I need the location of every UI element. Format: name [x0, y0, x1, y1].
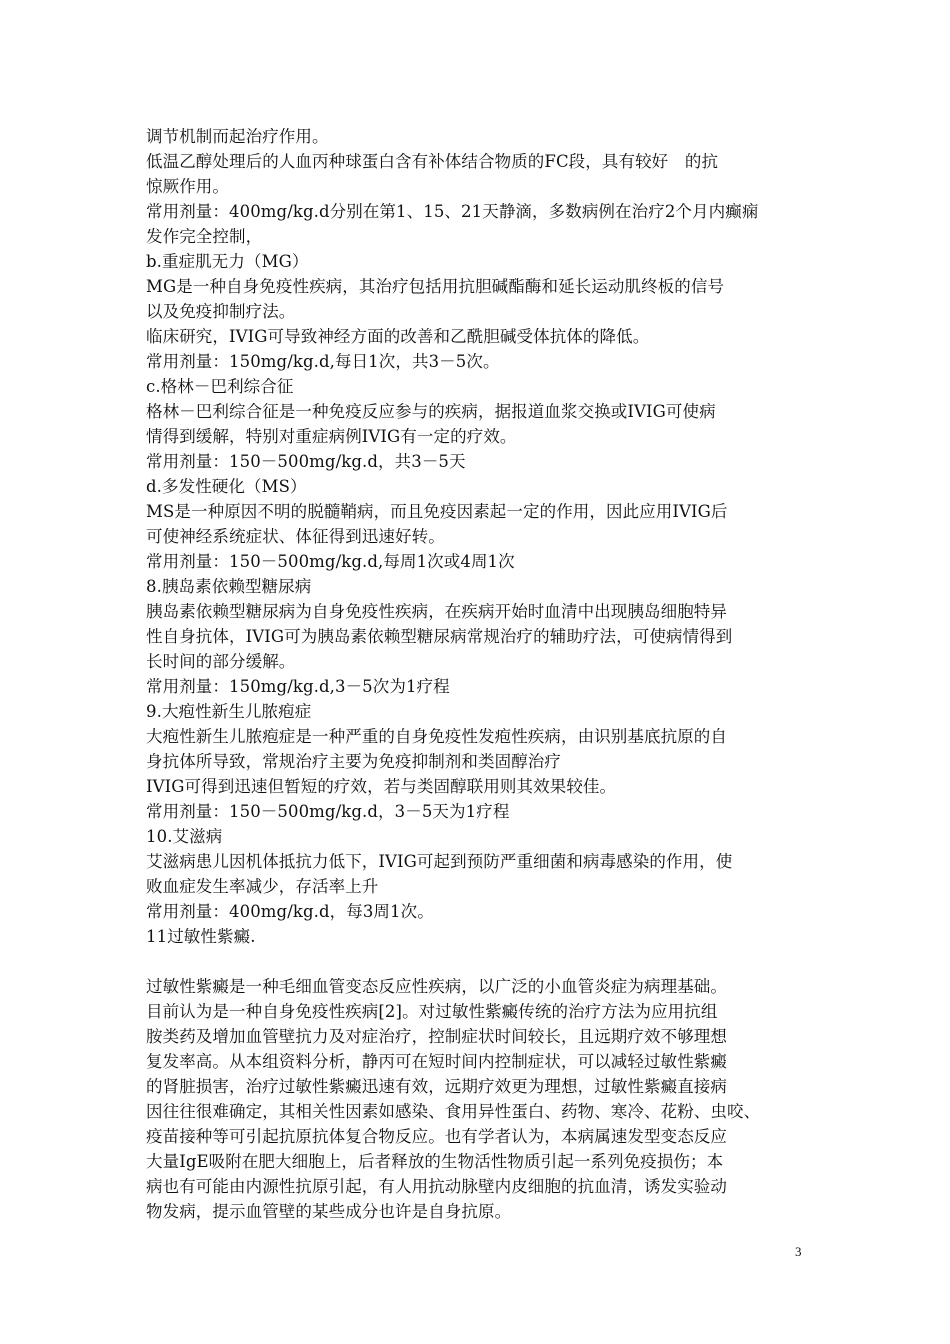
text-line: 临床研究，IVIG可导致神经方面的改善和乙酰胆碱受体抗体的降低。 — [146, 327, 650, 346]
text-line: 艾滋病患儿因机体抵抗力低下，IVIG可起到预防严重细菌和病毒感染的作用，使 — [146, 852, 733, 871]
text-line: d.多发性硬化（MS） — [146, 477, 307, 496]
text-line: 疫苗接种等可引起抗原抗体复合物反应。也有学者认为，本病属速发型变态反应 — [146, 1127, 727, 1146]
text-line: 因往往很难确定，其相关性因素如感染、食用异性蛋白、药物、寒冷、花粉、虫咬、 — [146, 1102, 761, 1121]
text-line: MG是一种自身免疫性疾病，其治疗包括用抗胆碱酯酶和延长运动肌终板的信号 — [146, 277, 725, 296]
text-line: 性自身抗体，IVIG可为胰岛素依赖型糖尿病常规治疗的辅助疗法，可使病情得到 — [146, 627, 733, 646]
text-line: 格林－巴利综合征是一种免疫反应参与的疾病，据报道血浆交换或IVIG可使病 — [146, 402, 716, 421]
text-line: 10.艾滋病 — [146, 827, 223, 846]
text-line: 物发病，提示血管壁的某些成分也许是自身抗原。 — [146, 1202, 512, 1221]
text-line: 复发率高。从本组资料分析，静丙可在短时间内控制症状，可以减轻过敏性紫癜 — [146, 1052, 727, 1071]
text-line: c.格林－巴利综合征 — [146, 377, 294, 396]
text-line: 常用剂量：400mg/kg.d，每3周1次。 — [146, 902, 434, 921]
text-line: 情得到缓解，特别对重症病例IVIG有一定的疗效。 — [146, 427, 517, 446]
text-line: 胰岛素依赖型糖尿病为自身免疫性疾病，在疾病开始时血清中出现胰岛细胞特异 — [146, 602, 727, 621]
text-line: 惊厥作用。 — [146, 177, 229, 196]
text-line: 常用剂量：150－500mg/kg.d,每周1次或4周1次 — [146, 552, 515, 571]
text-line: 常用剂量：150－500mg/kg.d，共3－5天 — [146, 452, 466, 471]
text-line: 大疱性新生儿脓疱症是一种严重的自身免疫性发疱性疾病，由识别基底抗原的自 — [146, 727, 727, 746]
text-line: 常用剂量：150mg/kg.d,3－5次为1疗程 — [146, 677, 450, 696]
text-line: 过敏性紫癜是一种毛细血管变态反应性疾病，以广泛的小血管炎症为病理基础。 — [146, 977, 727, 996]
page-number: 3 — [795, 1244, 802, 1259]
text-line: 长时间的部分缓解。 — [146, 652, 296, 671]
document-body — [146, 124, 810, 1224]
blank-line — [146, 949, 810, 974]
text-line: 身抗体所导致，常规治疗主要为免疫抑制剂和类固醇治疗 — [146, 752, 561, 771]
text-line: 大量IgE吸附在肥大细胞上，后者释放的生物活性物质引起一系列免疫损伤；本 — [146, 1152, 724, 1171]
text-line: IVIG可得到迅速但暂短的疗效，若与类固醇联用则其效果较佳。 — [146, 777, 617, 796]
text-line: 败血症发生率减少，存活率上升 — [146, 877, 379, 896]
text-line: 低温乙醇处理后的人血丙种球蛋白含有补体结合物质的FC段，具有较好 的抗 — [146, 152, 719, 171]
text-line: 以及免疫抑制疗法。 — [146, 302, 296, 321]
text-line: 常用剂量：150－500mg/kg.d，3－5天为1疗程 — [146, 802, 510, 821]
text-line: MS是一种原因不明的脱髓鞘病，而且免疫因素起一定的作用，因此应用IVIG后 — [146, 502, 728, 521]
text-line: 可使神经系统症状、体征得到迅速好转。 — [146, 527, 445, 546]
text-line: 11过敏性紫癜. — [146, 927, 256, 946]
text-line: b.重症肌无力（MG） — [146, 252, 309, 271]
text-line: 胺类药及增加血管壁抗力及对症治疗，控制症状时间较长，且远期疗效不够理想 — [146, 1027, 727, 1046]
text-line: 的肾脏损害，治疗过敏性紫癜迅速有效，远期疗效更为理想，过敏性紫癜直接病 — [146, 1077, 727, 1096]
text-line: 9.大疱性新生儿脓疱症 — [146, 702, 312, 721]
text-line: 常用剂量：150mg/kg.d,每日1次，共3－5次。 — [146, 352, 500, 371]
text-line: 目前认为是一种自身免疫性疾病[2]。对过敏性紫癜传统的治疗方法为应用抗组 — [146, 1002, 718, 1021]
text-line: 调节机制而起治疗作用。 — [146, 127, 329, 146]
text-line: 8.胰岛素依赖型糖尿病 — [146, 577, 312, 596]
text-line: 病也有可能由内源性抗原引起，有人用抗动脉壁内皮细胞的抗血清，诱发实验动 — [146, 1177, 727, 1196]
text-line: 常用剂量：400mg/kg.d分别在第1、15、21天静滴，多数病例在治疗2个月内癫痫 — [146, 202, 759, 221]
text-line: 发作完全控制， — [146, 227, 263, 246]
